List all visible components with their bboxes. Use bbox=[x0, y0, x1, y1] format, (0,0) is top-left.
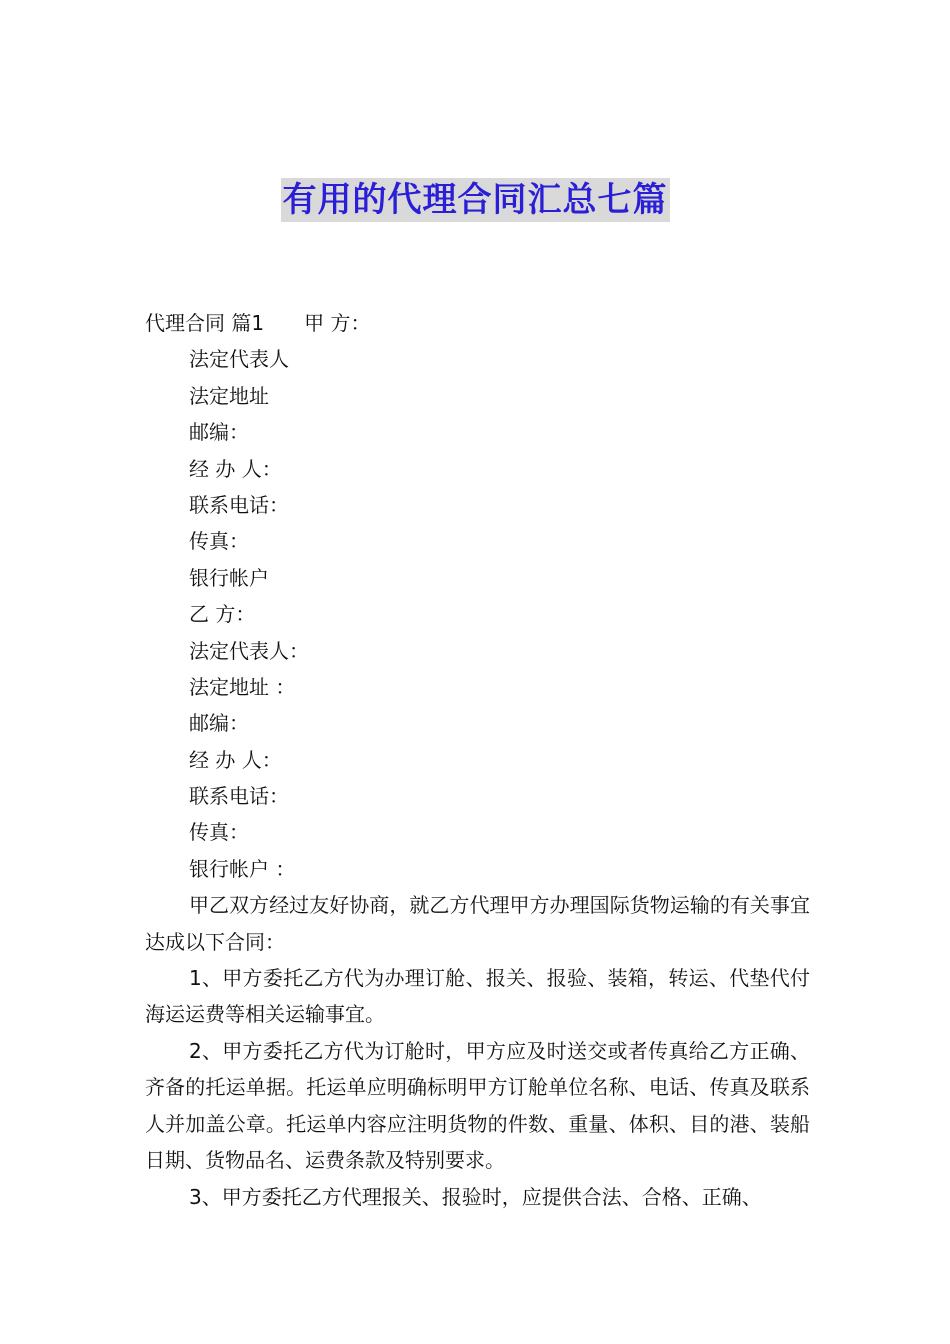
party-b-field: 银行帐户 ： bbox=[189, 856, 296, 881]
contract-clause: 3、甲方委托乙方代理报关、报验时，应提供合法、合格、正确、 bbox=[189, 1184, 762, 1209]
party-a-field: 传真： bbox=[189, 529, 249, 554]
party-a-field: 经 办 人： bbox=[189, 456, 282, 481]
contract-clause: 1、甲方委托乙方代为办理订舱、报关、报验、装箱，转运、代垫代付海运运费等相关运输事宜。 bbox=[145, 966, 810, 1027]
party-b-field: 法定地址 ： bbox=[189, 674, 296, 699]
party-a-field: 邮编： bbox=[189, 420, 249, 445]
document-title: 有用的代理合同汇总七篇 bbox=[282, 180, 668, 220]
party-a-field: 法定代表人 bbox=[189, 347, 289, 372]
party-a-field: 银行帐户 bbox=[189, 565, 269, 590]
contract-paragraph: 甲乙双方经过友好协商，就乙方代理甲方办理国际货物运输的有关事宜达成以下合同： bbox=[145, 893, 810, 954]
title-container bbox=[0, 178, 950, 222]
section-header-line bbox=[145, 305, 810, 341]
party-b-field: 经 办 人： bbox=[189, 747, 282, 772]
party-a-label: 甲 方： bbox=[304, 311, 371, 335]
party-b-field: 邮编： bbox=[189, 711, 249, 736]
contract-clause: 2、甲方委托乙方代为订舱时，甲方应及时送交或者传真给乙方正确、齐备的托运单据。托运单应明确标明甲方订舱单位名称、电话、传真及联系人并加盖公章。托运单内容应注明货物的件数、重量、体积、目的港、装船日期、货物品名、运费条款及特别要求。 bbox=[145, 1038, 810, 1173]
contract-body bbox=[145, 305, 810, 1215]
party-b-label: 乙 方： bbox=[189, 602, 256, 627]
party-b-field: 传真： bbox=[189, 820, 249, 845]
section-label: 代理合同 篇1 bbox=[145, 311, 265, 335]
party-a-field: 联系电话： bbox=[189, 492, 289, 517]
party-a-field: 法定地址 bbox=[189, 383, 269, 408]
party-b-field: 联系电话： bbox=[189, 784, 289, 809]
party-b-field: 法定代表人： bbox=[189, 638, 309, 663]
